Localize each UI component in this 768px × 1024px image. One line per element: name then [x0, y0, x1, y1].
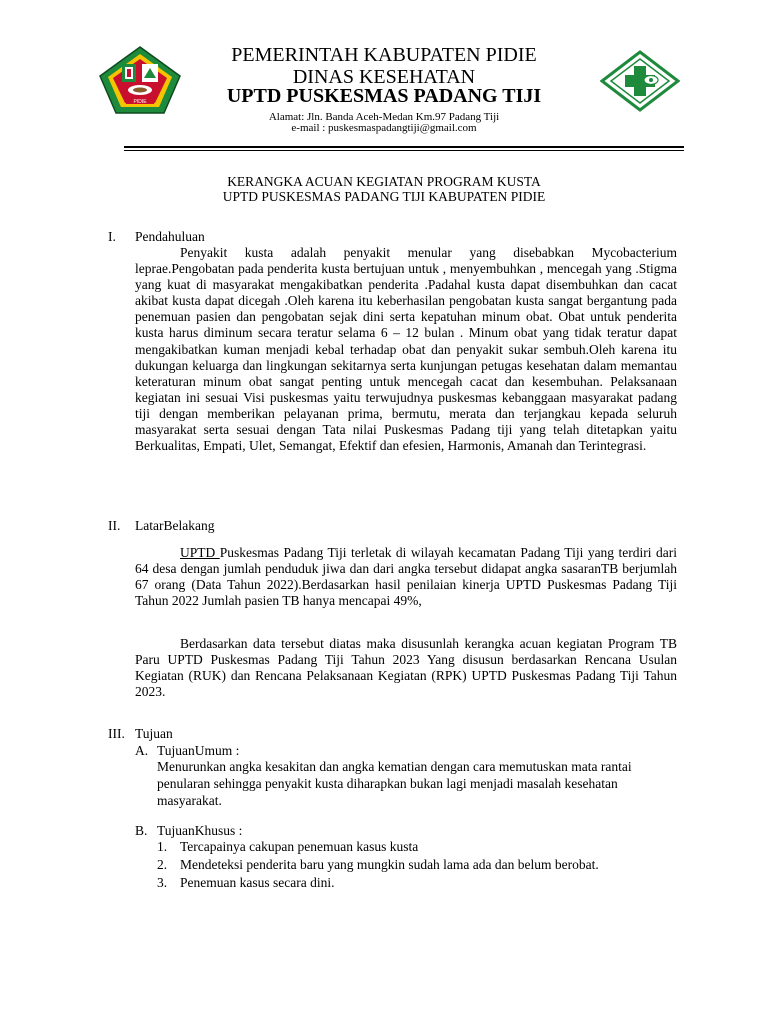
subsection-a-letter: A. — [135, 743, 149, 758]
list-item-3-number: 3. — [157, 875, 168, 890]
list-item-1-text: Tercapainya cakupan penemuan kasus kusta — [180, 839, 419, 854]
section-2-text-1: Puskesmas Padang Tiji terletak di wilayah kecamatan Padang Tiji yang terdiri dari 64 desa dengan jumlah penduduk jiwa dan dari angka tersebut didapat angka sasaranTB berjumlah 67 orang (Data Tahun 2022).Berdasarkan hasil penilaian kinerja UPTD Puskesmas Padang Tiji Tahun 2022 Jumlah pasien TB hanya mencapai 49%, — [135, 545, 677, 609]
document-title-line1: KERANGKA ACUAN KEGIATAN PROGRAM KUSTA — [227, 174, 541, 189]
section-1-title: Pendahuluan — [135, 229, 205, 244]
section-2-paragraph-1 — [135, 545, 677, 609]
section-2-number: II. — [108, 518, 121, 533]
section-2-text-2: Berdasarkan data tersebut diatas maka disusunlah kerangka acuan kegiatan Program TB Paru UPTD Puskesmas Padang Tiji Tahun 2023 Yang disusun berdasarkan Rencana Usulan Kegiatan (RUK) dan Rencana Pelaksanaan Kegiatan (RPK) UPTD Puskesmas Padang Tiji Tahun 2023. — [135, 636, 677, 700]
header-email: e-mail : puskesmaspadangtiji@gmail.com — [291, 122, 477, 134]
list-item-1-number: 1. — [157, 839, 168, 854]
header-institution-name: UPTD PUSKESMAS PADANG TIJI — [226, 85, 542, 107]
letterhead-divider-thin — [124, 150, 684, 151]
subsection-b-title: TujuanKhusus : — [157, 823, 243, 838]
section-1-number: I. — [108, 229, 116, 244]
subsection-b-letter: B. — [135, 823, 148, 838]
section-2-paragraph-2 — [135, 636, 677, 700]
logo-lettering: PIDIE — [133, 99, 147, 105]
header-department-name: DINAS KESEHATAN — [292, 66, 476, 88]
list-item-3-text: Penemuan kasus secara dini. — [180, 875, 335, 890]
header-government-name: PEMERINTAH KABUPATEN PIDIE — [231, 44, 537, 66]
subsection-a-text: Menurunkan angka kesakitan dan angka kematian dengan cara memutuskan mata rantai penularan sehingga penyakit kusta diharapkan bukan lagi menjadi masalah kesehatan masyarakat. — [157, 759, 632, 808]
section-1-text: Penyakit kusta adalah penyakit menular yang disebabkan Mycobacterium leprae.Pengobatan pada penderita kusta bertujuan untuk , menyembuhkan , mencegah yang .Stigma yang kuat di masyarakat mengakibatkan penderita .Padahal kusta dapat disembuhkan dan cacat akibat kusta dapat dicegah .Oleh karena itu keberhasilan pengobatan kusta sangat bergantung pada penemuan pasien dan pengobatan sejak dini serta kepatuhan minum obat. Obat untuk penderita kusta harus diminum secara teratur selama 6 – 12 bulan . Minum obat yang tidak teratur dapat mengakibatkan kuman menjadi kebal terhadap obat dan penyakit sukar sembuh.Oleh karena itu dukungan keluarga dan lingkungan sekitarnya serta kunjungan petugas kesehatan dalam memantau keteraturan minum obat sangat penting untuk mencegah cacat dan kesembuhan. Pelaksanaan kegiatan ini sesuai Visi puskesmas yaitu terwujudnya puskesmas kebanggaan masyarakat padang tiji dengan memberikan pelayanan prima, bermutu, merata dan terjangkau kepada seluruh masyarakat serta sesuai dengan Tata nilai Puskesmas Padang tiji yang telah ditetapkan yaitu Berkualitas, Empati, Ulet, Semangat, Efektif dan efesien, Harmonis, Amanah dan Terintegrasi. — [135, 245, 677, 454]
document-title-line2: UPTD PUSKESMAS PADANG TIJI KABUPATEN PIDIE — [222, 189, 546, 204]
section-1-paragraph — [135, 245, 677, 454]
section-3-title: Tujuan — [135, 726, 173, 741]
subsection-a-title: TujuanUmum : — [157, 743, 240, 758]
header-address: Alamat: Jln. Banda Aceh-Medan Km.97 Padang Tiji — [268, 111, 500, 123]
list-item-2-text: Mendeteksi penderita baru yang mungkin sudah lama ada dan belum berobat. — [180, 857, 599, 872]
list-item-2-number: 2. — [157, 857, 168, 872]
section-3-number: III. — [108, 726, 125, 741]
section-2-title: LatarBelakang — [135, 518, 215, 533]
letterhead-divider-thick — [124, 146, 684, 148]
section-2-underlined-text: UPTD — [180, 545, 220, 560]
